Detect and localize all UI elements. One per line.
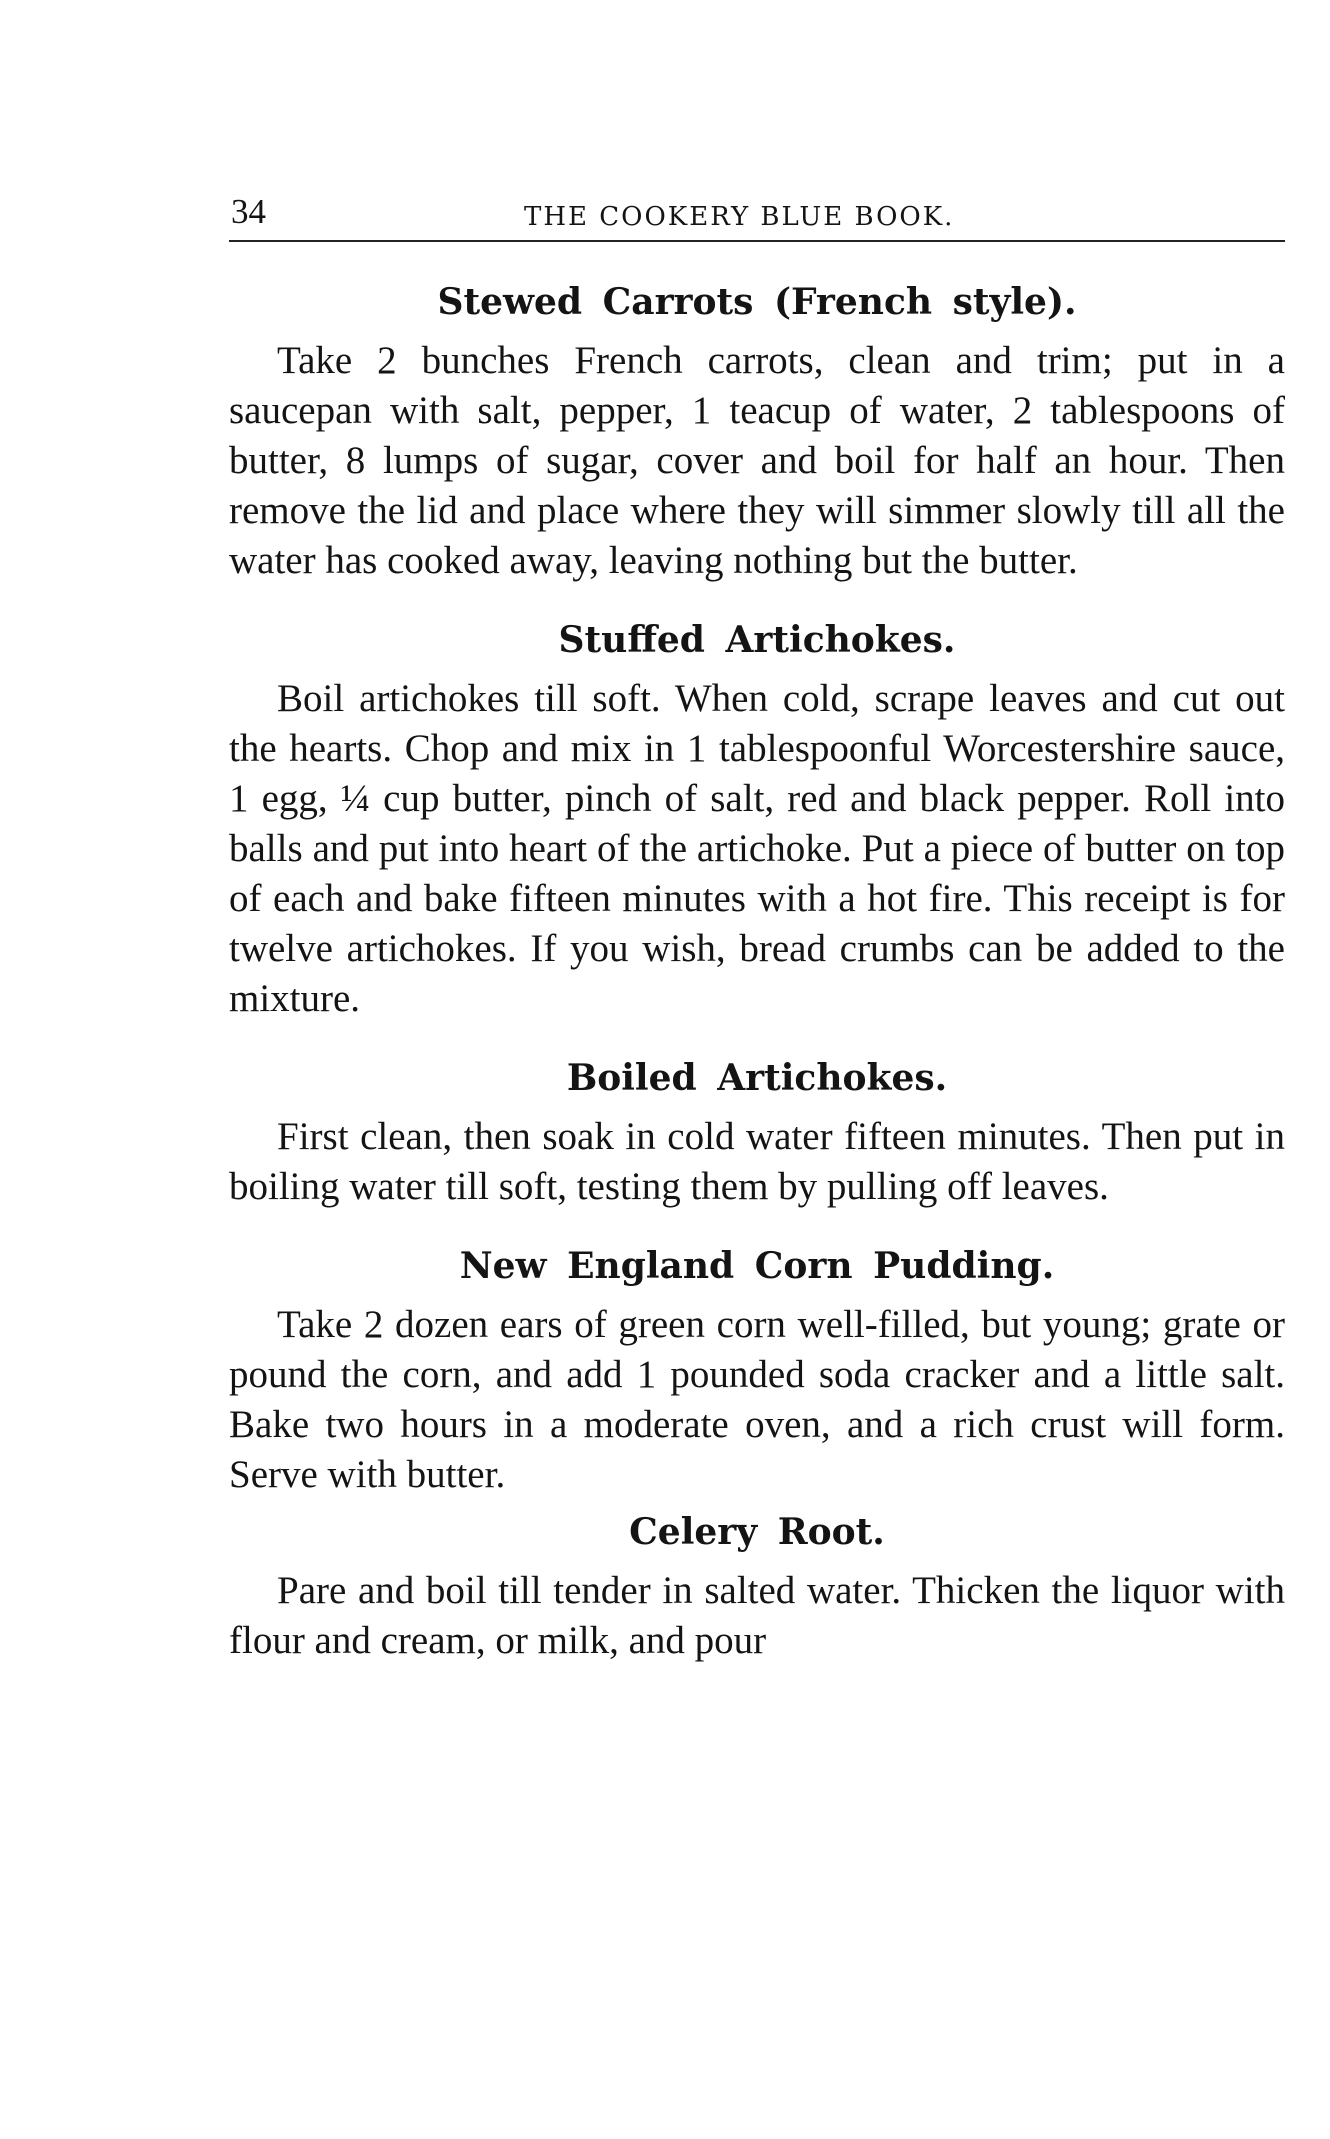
recipe-body: Take 2 dozen ears of green corn well-filled, but young; grate or pound the corn, and add 1 pounded soda cracker and a little salt. Bake two hours in a moderate oven, and a rich crust will form. Serve with butter.: [229, 1303, 1285, 1496]
recipe-stuffed-artichokes: [229, 614, 1285, 1024]
recipe-title: Stewed Carrots (French style).: [437, 281, 1077, 323]
recipe-boiled-artichokes: [229, 1052, 1285, 1212]
recipe-body: Pare and boil till tender in salted water. Thicken the liquor with flour and cream, or milk, and pour: [229, 1569, 1285, 1662]
recipe-new-england-corn-pudding: [229, 1240, 1285, 1500]
recipe-body: Take 2 bunches French carrots, clean and trim; put in a saucepan with salt, pepper, 1 teacup of water, 2 tablespoons of butter, 8 lumps of sugar, cover and boil for half an hour. Then remove the lid and place where they will simmer slowly till all the water has cooked away, leaving nothing but the butter.: [229, 339, 1285, 582]
recipe-body: First clean, then soak in cold water fifteen minutes. Then put in boiling water till soft, testing them by pulling off leaves.: [229, 1115, 1285, 1208]
recipe-title: Celery Root.: [629, 1511, 885, 1553]
recipe-stewed-carrots: [229, 276, 1285, 586]
recipe-body: Boil artichokes till soft. When cold, scrape leaves and cut out the hearts. Chop and mix in 1 tablespoonful Worcestershire sauce, 1 egg, ¼ cup butter, pinch of salt, red and black pepper. Roll into balls and put into heart of the artichoke. Put a piece of butter on top of each and bake fifteen minutes with a hot fire. This receipt is for twelve artichokes. If you wish, bread crumbs can be added to the mixture.: [229, 677, 1285, 1020]
recipe-title: Stuffed Artichokes.: [558, 619, 956, 661]
book-title: THE COOKERY BLUE BOOK.: [524, 202, 955, 232]
header-rule: [229, 240, 1285, 242]
recipe-title: Boiled Artichokes.: [566, 1057, 948, 1099]
book-page: [229, 180, 1285, 1666]
running-head: [229, 180, 1285, 240]
page-number: 34: [231, 192, 266, 231]
recipe-title: New England Corn Pudding.: [459, 1245, 1055, 1287]
recipe-celery-root: [229, 1506, 1285, 1666]
